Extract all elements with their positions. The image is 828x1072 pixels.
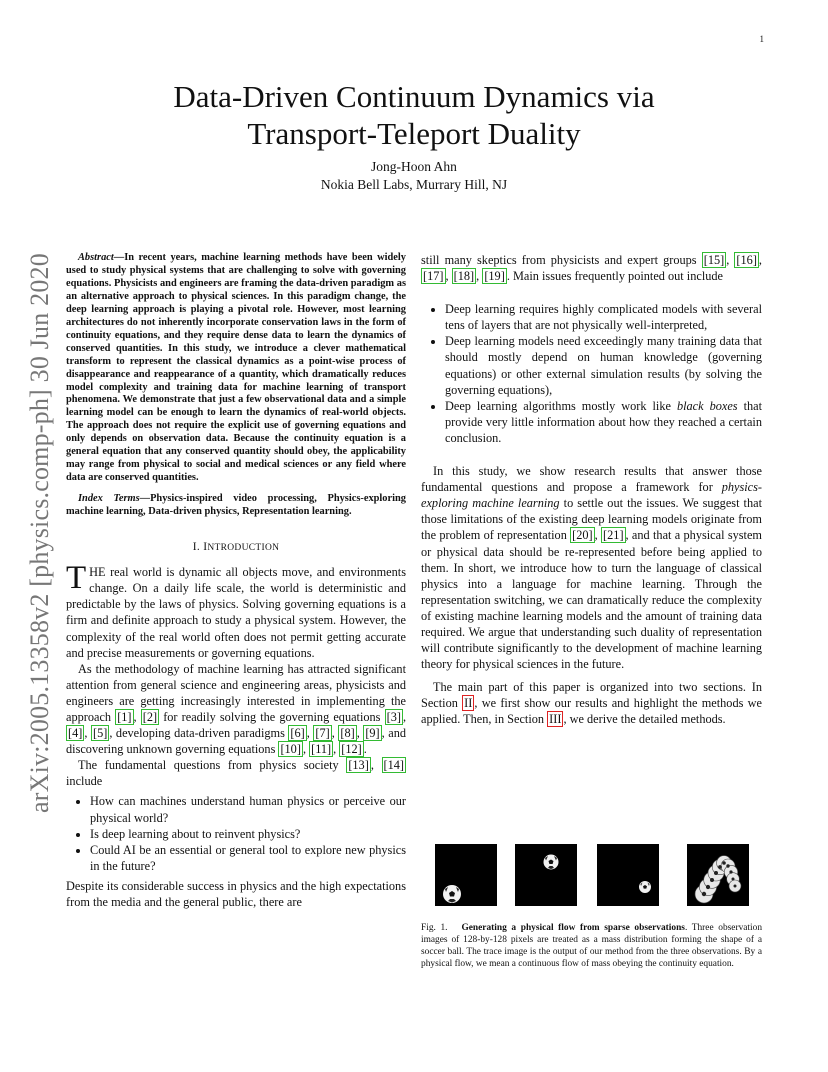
citation-link[interactable]: [6] xyxy=(290,726,305,741)
list-item: • How can machines understand human physics or perceive our physical world? xyxy=(90,793,406,825)
affiliation: Nokia Bell Labs, Murrary Hill, NJ xyxy=(320,177,508,192)
citation-link[interactable]: [8] xyxy=(340,726,355,741)
intro-paragraph-1: THE real world is dynamic all objects move, and environments change. On a daily life scale, the world is deterministic and predictable by the laws of physics. Solving governing equations is a firm and definite approach to study a physical system. However, the complexity of the real world often does not permit getting accurate and precise measurements or governing equations. xyxy=(66,560,406,660)
citation-link[interactable]: [12] xyxy=(341,742,362,757)
page-number: 1 xyxy=(759,34,764,44)
list-item: • Deep learning algorithms mostly work like black boxes that provide very little information about how they reached a certain conclusion. xyxy=(445,398,762,446)
index-terms-text: —Physics-inspired video processing, Physics-exploring machine learning, Data-driven physics, Representation learning. xyxy=(66,493,406,518)
abstract-lead: Abstract xyxy=(78,252,114,263)
right-paragraph-2: In this study, we show research results that answer those fundamental questions and propose a framework for physics-exploring machine learning to settle out the issues. We suggest that those limitations of the existing deep learning models originate from the problem of representation [20] , [21] , and that a physical system or physical data should be re-represented before being applied to them. In short, we introduce how to turn the language of classical physics into a language for machine learning. Through the representation switching, we can dramatically reduce the complexity of existing machine learning models and the amount of training data required. We argue that understanding such duality of representation will contribute significantly to the development of machine learning theory for physical sciences in the future. xyxy=(421,464,762,672)
abstract-text: —In recent years, machine learning methods have been widely used to study physical systems that are challenging to solve with governing equations. Physicists and engineers are framing the data-driven paradigm as an alternative approach to physical sciences. In this paradigm change, the deep learning approach is playing a pivotal role. However, most learning architectures do not inherently incorporate conservation laws in the form of continuity equations, and they require dense data to learn the dynamics of conserved quantities. In this study, we introduce a clever mathematical transform to represent the classical dynamics as a point-wise process of disappearance and reappearance of a quantity, which dramatically reduces model complexity and training data for machine learning of transport phenomena. We demonstrate that just a few observational data and a simple learning model can be enough to learn the dynamics of real-world objects. The approach does not require the explicit use of governing equations and only depends on observation data. Because the continuity equation is a general equation that any conserved quantity should obey, the applicability may range from physical to social and medical sciences or any field where data are conserved quantities. xyxy=(66,252,406,484)
section-heading-introduction: I. INTRODUCTION xyxy=(192,541,280,554)
figure-caption-text: . Three observation images of 128-by-128 pixels are treated as a mass distribution forming the shape of a soccer ball. The trace image is the output of our method from the three observations. By a physical flow, we mean a continuous flow of mass obeying the continuity equation. xyxy=(421,923,763,970)
observation-image-2 xyxy=(515,844,577,906)
observation-image-3 xyxy=(597,844,659,906)
left-column xyxy=(66,252,406,910)
figure-label: Fig. 1. xyxy=(421,923,448,933)
right-column xyxy=(421,252,762,728)
citation-link[interactable]: [19] xyxy=(484,269,505,284)
citation-link[interactable]: [4] xyxy=(68,726,83,741)
issues-list xyxy=(421,301,762,446)
right-paragraph-3: The main part of this paper is organized into two sections. In Section II , we first show our results and highlight the methods we applied. Then, in Section III , we derive the detailed methods. xyxy=(421,680,762,727)
arxiv-id: arXiv:2005.13358v2 [physics.comp-ph] 30 Jun 2020 xyxy=(25,253,55,813)
citation-link[interactable]: [17] xyxy=(423,269,444,284)
section-link-ii[interactable]: II xyxy=(464,696,473,711)
citation-link[interactable]: [20] xyxy=(572,528,593,543)
intro-paragraph-3: The fundamental questions from physics society [13] , [14] include xyxy=(66,758,404,789)
title-line-1: Data-Driven Continuum Dynamics via xyxy=(173,79,655,114)
dropcap: T xyxy=(66,560,87,597)
citation-link[interactable]: [11] xyxy=(311,742,332,757)
intro-paragraph-2: As the methodology of machine learning has attracted significant attention from general science and engineering areas, physicists and engineers are getting increasingly interested in implementing the approach [1] , [2] for readily solving the governing equations [3] , [4] , [5] , developing data-driven paradigms [6] , [7] , [8] , [9] , and discovering unknown governing equations [10] , [11] , [12] . xyxy=(66,661,407,757)
citation-link[interactable]: [18] xyxy=(453,269,475,284)
citation-link[interactable]: [13] xyxy=(348,758,369,773)
citation-link[interactable]: [7] xyxy=(315,726,330,741)
right-paragraph-1: still many skeptics from physicists and expert groups [15] , [16] , [17] , [18] , [19] . Main issues frequently pointed out include xyxy=(421,253,762,284)
citation-link[interactable]: [16] xyxy=(736,253,757,267)
citation-link[interactable]: [10] xyxy=(280,742,301,757)
author: Jong-Hoon Ahn xyxy=(371,159,457,174)
list-item: • Is deep learning about to reinvent physics? xyxy=(90,826,406,842)
list-item: • Deep learning models need exceedingly many training data that should mostly depend on human knowledge (governing equations) or other external simulation results (by solving the governing equations), xyxy=(445,333,762,397)
citation-link[interactable]: [21] xyxy=(603,528,624,543)
list-item: • Deep learning requires highly complicated models with several tens of layers that are not physically well-interpreted, xyxy=(445,301,762,333)
citation-link[interactable]: [5] xyxy=(92,726,108,741)
title-line-2: Transport-Teleport Duality xyxy=(247,116,581,151)
figure-1-caption xyxy=(421,922,762,970)
questions-list xyxy=(66,793,406,873)
arxiv-stamp xyxy=(20,240,60,826)
citation-link[interactable]: [14] xyxy=(383,758,404,773)
citation-link[interactable]: [9] xyxy=(365,726,380,741)
abstract xyxy=(66,252,406,485)
index-terms xyxy=(66,493,406,519)
citation-link[interactable]: [3] xyxy=(386,710,401,724)
section-link-iii[interactable]: III xyxy=(549,712,562,727)
list-item: • Could AI be an essential or general tool to explore new physics in the future? xyxy=(90,842,406,874)
citation-link[interactable]: [1] xyxy=(117,710,132,724)
intro-paragraph-4: Despite its considerable success in physics and the high expectations from the media and the general public, there are xyxy=(66,878,406,910)
citation-link[interactable]: [2] xyxy=(142,710,158,724)
trace-image xyxy=(687,844,749,906)
paper-title xyxy=(100,78,728,152)
figure-caption-title: Generating a physical flow from sparse observations xyxy=(461,923,685,933)
observation-image-1 xyxy=(435,844,497,906)
figure-1 xyxy=(421,836,762,911)
citation-link[interactable]: [15] xyxy=(703,253,725,267)
index-terms-lead: Index Terms xyxy=(78,493,140,505)
